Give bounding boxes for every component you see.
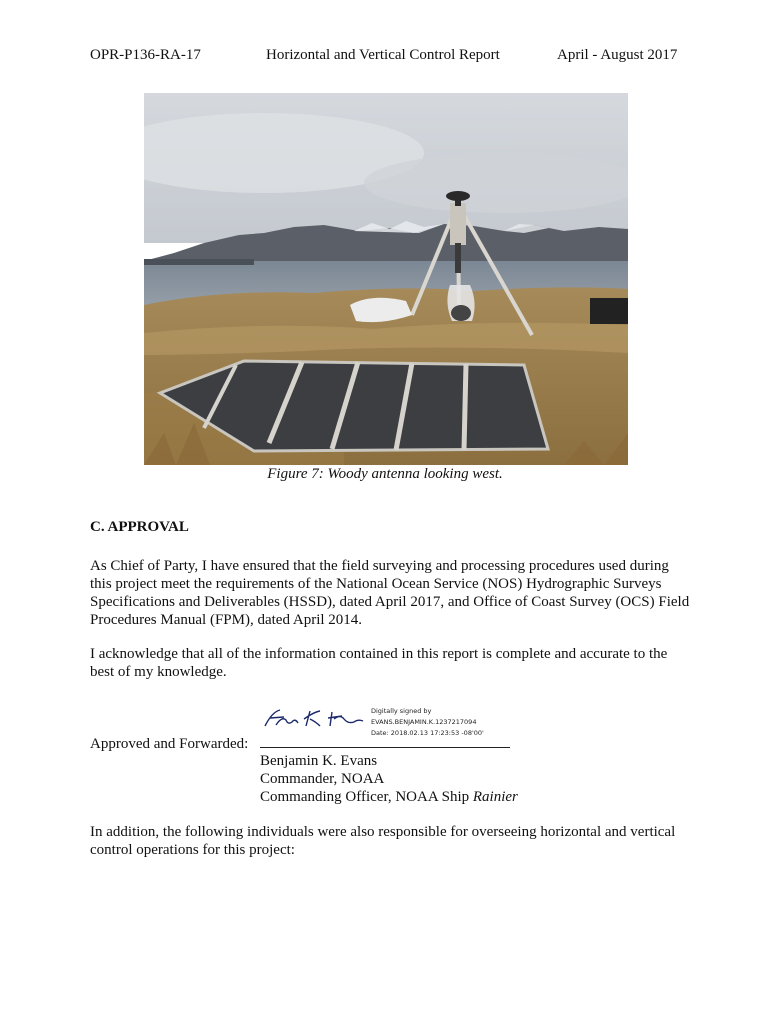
acknowledgement-paragraph: I acknowledge that all of the information contained in this report is complete and accurate to the best of my knowledge. <box>90 646 668 680</box>
figure-caption: Figure 7: Woody antenna looking west. <box>267 466 503 482</box>
digital-signature-line1: Digitally signed by <box>371 707 432 715</box>
ship-name: Rainier <box>472 789 518 805</box>
digital-signature-block <box>371 706 484 739</box>
section-heading: C. APPROVAL <box>90 519 189 535</box>
signer-title <box>260 788 518 806</box>
handwritten-signature <box>262 706 367 735</box>
signature-line <box>260 747 510 748</box>
header-dates: April - August 2017 <box>557 47 678 63</box>
digital-signature-line2: EVANS.BENJAMIN.K.1237217094 <box>371 718 477 726</box>
signer-block <box>260 752 518 806</box>
signer-title-text: Commanding Officer, NOAA Ship <box>260 789 473 805</box>
header-report-id: OPR-P136-RA-17 <box>90 47 201 63</box>
header-title: Horizontal and Vertical Control Report <box>266 47 500 63</box>
signer-rank: Commander, NOAA <box>260 771 385 787</box>
closing-paragraph: In addition, the following individuals were also responsible for overseeing horizontal and vertical control operations for this project: <box>90 824 676 858</box>
digital-signature-date: Date: 2018.02.13 17:23:53 -08'00' <box>371 729 484 737</box>
approval-paragraph: As Chief of Party, I have ensured that the field surveying and processing procedures used during this project meet the requirements of the National Ocean Service (NOS) Hydrographic Surveys Specifications and Deliverables (HSSD), dated April 2017, and Office of Coast Survey (OCS) Field Procedures Manual (FPM), dated April 2014. <box>90 558 690 628</box>
signer-name: Benjamin K. Evans <box>260 753 378 769</box>
approved-forwarded-label: Approved and Forwarded: <box>90 736 249 752</box>
figure-photo <box>144 93 628 465</box>
